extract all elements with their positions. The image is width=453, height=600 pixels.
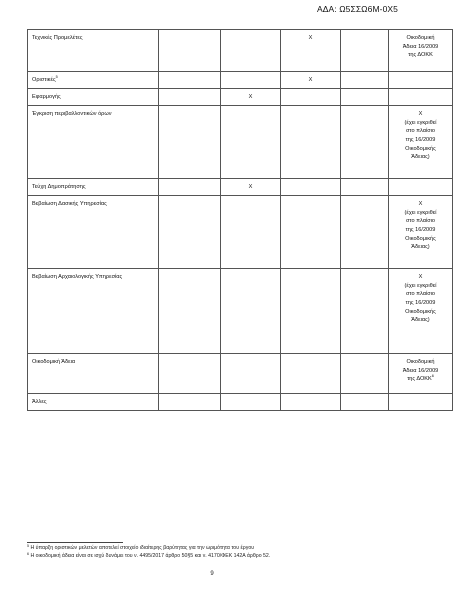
note-line: στο πλαίσιο — [405, 128, 436, 135]
mark-cell — [341, 394, 389, 411]
footnote-6: $^6$ Η οικοδομική άδεια είναι σε ισχύ δυνάμει του ν. 4495/2017 άρθρο 50§5 και ν. 4170/ΦΕΚ 142Α άρθρο 52. — [27, 551, 271, 559]
note-line: (έχει εγκριθεί — [404, 209, 437, 216]
mark-cell — [341, 354, 389, 394]
mark-cell — [281, 354, 341, 394]
note-line: Άδειας) — [411, 154, 430, 161]
row-label: Άλλες — [32, 399, 47, 405]
ada-code: ΑΔΑ: Ω5ΣΣΩ6Μ-0Χ5 — [316, 4, 398, 14]
footnote-5: $^5$ Η ύπαρξη οριστικών μελετών αποτελεί στοιχείο ιδιαίτερης βαρύτητας για την ωριμότητα του έργου — [27, 544, 255, 551]
mark-cell — [159, 354, 221, 394]
mark-cell — [159, 269, 221, 354]
footnotes — [27, 545, 270, 561]
note-line: Οικοδομική — [406, 359, 435, 365]
table-row — [28, 196, 453, 269]
mark-cell — [281, 269, 341, 354]
row-label: Οικοδομική Άδεια — [32, 359, 76, 365]
table-row — [28, 269, 453, 354]
row-label: Τεχνικές Προμελέτες — [32, 35, 83, 41]
row-label-cell — [28, 354, 159, 394]
mark-cell — [159, 30, 221, 72]
mark-cell — [221, 196, 281, 269]
table-row — [28, 179, 453, 196]
note-cell — [389, 106, 453, 179]
table-row — [28, 354, 453, 394]
note-line: Άδειας) — [411, 317, 430, 324]
note-line: Οικοδομικής — [405, 235, 436, 242]
mark-cell — [221, 269, 281, 354]
mark-cell — [159, 72, 221, 89]
row-label: Εφαρμογής — [32, 94, 61, 100]
table-row — [28, 106, 453, 179]
note-line: της 16/2009 — [405, 299, 436, 306]
note-cell — [389, 269, 453, 354]
note-cell — [389, 30, 453, 72]
mark-cell — [281, 179, 341, 196]
note-line: X — [418, 111, 423, 117]
mark-cell — [341, 30, 389, 72]
maturity-table — [27, 29, 453, 411]
note-line: της ΔΟΚΚ — [408, 52, 433, 59]
row-label-cell — [28, 196, 159, 269]
mark-cell — [221, 72, 281, 89]
mark-cell — [221, 394, 281, 411]
note-line: στο πλαίσιο — [405, 291, 436, 298]
mark-cell — [159, 179, 221, 196]
mark-cell: X — [221, 89, 281, 106]
row-label-cell — [28, 106, 159, 179]
mark-cell: X — [221, 179, 281, 196]
mark-cell: X — [281, 30, 341, 72]
row-label: Έγκριση περιβαλλοντικών όρων — [32, 111, 112, 117]
note-line: Οικοδομικής — [405, 145, 436, 152]
table-row — [28, 394, 453, 411]
note-line: (έχει εγκριθεί — [404, 119, 437, 126]
row-label: Βεβαίωση Αρχαιολογικής Υπηρεσίας — [32, 274, 123, 280]
mark-cell: X — [281, 72, 341, 89]
mark-cell — [341, 269, 389, 354]
page-number: 9 — [210, 571, 214, 577]
row-label: Τεύχη Δημοπράτησης — [32, 184, 86, 190]
note-cell — [389, 72, 453, 89]
mark-cell — [341, 196, 389, 269]
table-row — [28, 89, 453, 106]
mark-cell — [341, 72, 389, 89]
mark-cell — [341, 89, 389, 106]
mark-cell — [221, 30, 281, 72]
mark-cell — [221, 106, 281, 179]
note-cell — [389, 196, 453, 269]
note-cell — [389, 394, 453, 411]
row-label: Οριστικές — [32, 77, 56, 83]
mark-cell — [341, 179, 389, 196]
row-label-cell — [28, 269, 159, 354]
row-label: Βεβαίωση Δασικής Υπηρεσίας — [32, 201, 107, 207]
mark-cell — [281, 394, 341, 411]
note-line: X — [418, 201, 423, 207]
footnote-ref: 6 — [431, 374, 434, 379]
note-line: στο πλαίσιο — [405, 218, 436, 225]
mark-cell — [159, 89, 221, 106]
note-line: X — [418, 274, 423, 280]
note-line: της 16/2009 — [405, 136, 436, 143]
mark-cell — [281, 196, 341, 269]
note-line: Άδεια 16/2009 — [402, 43, 439, 50]
table-row — [28, 30, 453, 72]
table-row — [28, 72, 453, 89]
mark-cell — [221, 354, 281, 394]
note-cell — [389, 89, 453, 106]
row-label-cell — [28, 89, 159, 106]
mark-cell — [341, 106, 389, 179]
note-cell — [389, 179, 453, 196]
row-label-cell — [28, 394, 159, 411]
note-line: Άδειας) — [411, 244, 430, 251]
footnote-ref: 5 — [55, 75, 58, 79]
note-line: Άδεια 16/2009 — [402, 367, 439, 374]
note-line: της ΔΟΚΚ$^6$ — [407, 374, 434, 383]
note-line: της 16/2009 — [405, 226, 436, 233]
footnote-separator — [27, 542, 123, 543]
mark-cell — [159, 394, 221, 411]
mark-cell — [281, 106, 341, 179]
note-line: (έχει εγκριθεί — [404, 282, 437, 289]
row-label-cell — [28, 179, 159, 196]
row-label-cell — [28, 72, 159, 89]
note-line: Οικοδομικής — [405, 308, 436, 315]
mark-cell — [159, 106, 221, 179]
note-cell — [389, 354, 453, 394]
mark-cell — [159, 196, 221, 269]
mark-cell — [281, 89, 341, 106]
note-line: Οικοδομική — [406, 35, 435, 41]
row-label-cell — [28, 30, 159, 72]
